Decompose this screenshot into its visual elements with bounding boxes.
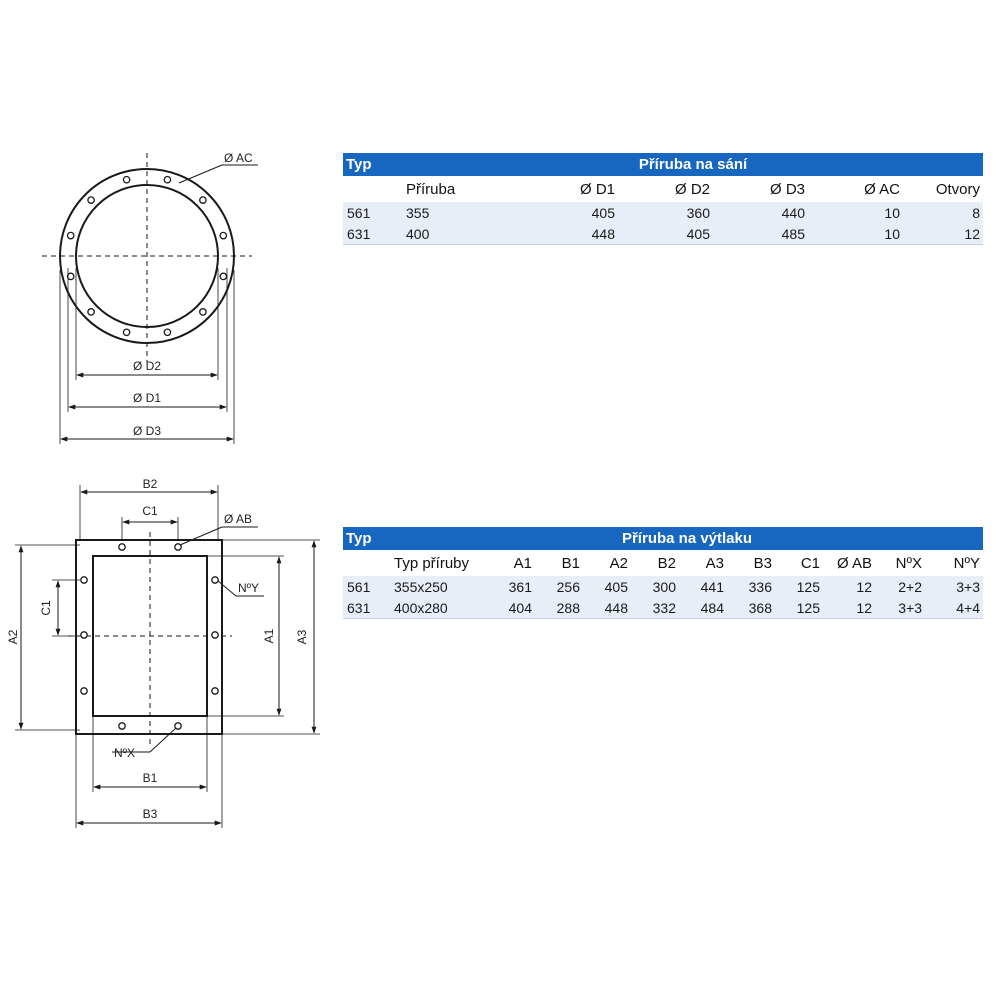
label-b3: B3 xyxy=(142,807,158,821)
bolt-hole xyxy=(212,688,218,694)
label-d2: Ø D2 xyxy=(132,359,162,373)
bolt-hole xyxy=(81,577,87,583)
table-cell: 3+3 xyxy=(925,576,983,597)
column-header: B2 xyxy=(657,554,676,572)
column-headers xyxy=(343,550,983,576)
label-a3: A3 xyxy=(295,629,309,645)
circular-flange-drawing xyxy=(42,151,258,444)
table-cell: 561 xyxy=(343,202,403,223)
table-header xyxy=(343,153,983,176)
column-header: NºY xyxy=(953,554,980,572)
type-label: Typ xyxy=(343,527,391,550)
column-header: Ø D2 xyxy=(674,180,710,198)
bolt-hole xyxy=(81,688,87,694)
column-header: Ø AB xyxy=(836,554,872,572)
rectangular-flange-drawing xyxy=(6,477,320,828)
table-row xyxy=(343,202,983,223)
column-header xyxy=(343,176,403,202)
table-cell: 2+2 xyxy=(875,576,925,597)
table-cell: 441 xyxy=(679,576,727,597)
bolt-hole xyxy=(164,329,170,335)
column-headers xyxy=(343,176,983,202)
bolt-hole xyxy=(200,309,206,315)
table-cell: 125 xyxy=(775,576,823,597)
column-header: Ø D3 xyxy=(769,180,805,198)
table-cell: 332 xyxy=(631,597,679,619)
bolt-hole xyxy=(212,632,218,638)
table-cell: 256 xyxy=(535,576,583,597)
bolt-hole xyxy=(123,329,129,335)
column-header: A3 xyxy=(705,554,724,572)
bolt-hole xyxy=(81,632,87,638)
table-cell: 405 xyxy=(583,576,631,597)
bolt-hole xyxy=(119,723,125,729)
table-cell: 368 xyxy=(727,597,775,619)
column-header: Ø AC xyxy=(864,180,900,198)
label-hole-ac: Ø AC xyxy=(224,151,253,165)
column-header: B3 xyxy=(753,554,772,572)
table-cell: 12 xyxy=(823,576,875,597)
label-d3: Ø D3 xyxy=(132,424,162,438)
bolt-hole xyxy=(220,273,226,279)
column-header: C1 xyxy=(800,554,820,572)
table-cell: 400 xyxy=(403,223,523,245)
column-header: NºX xyxy=(895,554,922,572)
table-cell: 8 xyxy=(903,202,983,223)
bolt-hole xyxy=(164,177,170,183)
label-b2: B2 xyxy=(142,477,158,491)
table-cell: 4+4 xyxy=(925,597,983,619)
table-cell: 485 xyxy=(713,223,808,245)
label-c1-side: C1 xyxy=(39,600,53,616)
column-header: Typ příruby xyxy=(394,554,470,572)
table-cell: 400x280 xyxy=(391,597,489,619)
column-header: A1 xyxy=(513,554,532,572)
table-title: Příruba na výtlaku xyxy=(391,527,983,550)
label-hole-ab: Ø AB xyxy=(224,512,253,526)
table-cell: 3+3 xyxy=(875,597,925,619)
bolt-hole xyxy=(212,577,218,583)
table-cell: 10 xyxy=(808,223,903,245)
table-cell: 355 xyxy=(403,202,523,223)
table-cell: 405 xyxy=(618,223,713,245)
table-cell: 404 xyxy=(489,597,535,619)
table-cell: 300 xyxy=(631,576,679,597)
table-cell: 631 xyxy=(343,597,391,619)
table-title: Příruba na sání xyxy=(403,153,983,176)
table-cell: 361 xyxy=(489,576,535,597)
table-header xyxy=(343,527,983,550)
table-cell: 12 xyxy=(823,597,875,619)
bolt-hole xyxy=(68,273,74,279)
column-header: Příruba xyxy=(406,180,456,198)
bolt-hole xyxy=(68,232,74,238)
column-header xyxy=(343,550,391,576)
label-b1: B1 xyxy=(142,771,158,785)
flange-outer-rect xyxy=(76,540,222,734)
table-cell: 631 xyxy=(343,223,403,245)
table-cell: 448 xyxy=(583,597,631,619)
table-cell: 10 xyxy=(808,202,903,223)
column-header: Otvory xyxy=(935,180,980,198)
bolt-hole xyxy=(88,309,94,315)
table-row xyxy=(343,597,983,619)
table-cell: 125 xyxy=(775,597,823,619)
pressure-flange-table xyxy=(343,527,983,619)
bolt-hole xyxy=(220,232,226,238)
table-cell: 360 xyxy=(618,202,713,223)
type-label: Typ xyxy=(343,153,403,176)
label-ny: NºY xyxy=(238,581,260,595)
table-row xyxy=(343,576,983,597)
table-cell: 12 xyxy=(903,223,983,245)
table-cell: 336 xyxy=(727,576,775,597)
bolt-hole xyxy=(88,197,94,203)
table-cell: 405 xyxy=(523,202,618,223)
table-cell: 288 xyxy=(535,597,583,619)
label-d1: Ø D1 xyxy=(132,391,162,405)
bolt-hole xyxy=(123,177,129,183)
table-cell: 355x250 xyxy=(391,576,489,597)
table-cell: 440 xyxy=(713,202,808,223)
label-nx: NºX xyxy=(114,746,136,760)
column-header: A2 xyxy=(609,554,628,572)
table-cell: 484 xyxy=(679,597,727,619)
column-header: B1 xyxy=(561,554,580,572)
bolt-hole xyxy=(119,544,125,550)
label-a2: A2 xyxy=(6,629,20,645)
table-cell: 448 xyxy=(523,223,618,245)
label-a1: A1 xyxy=(262,628,276,644)
column-header: Ø D1 xyxy=(579,180,615,198)
label-c1-top: C1 xyxy=(142,504,158,518)
bolt-hole xyxy=(200,197,206,203)
table-cell: 561 xyxy=(343,576,391,597)
suction-flange-table xyxy=(343,153,983,245)
table-row xyxy=(343,223,983,245)
